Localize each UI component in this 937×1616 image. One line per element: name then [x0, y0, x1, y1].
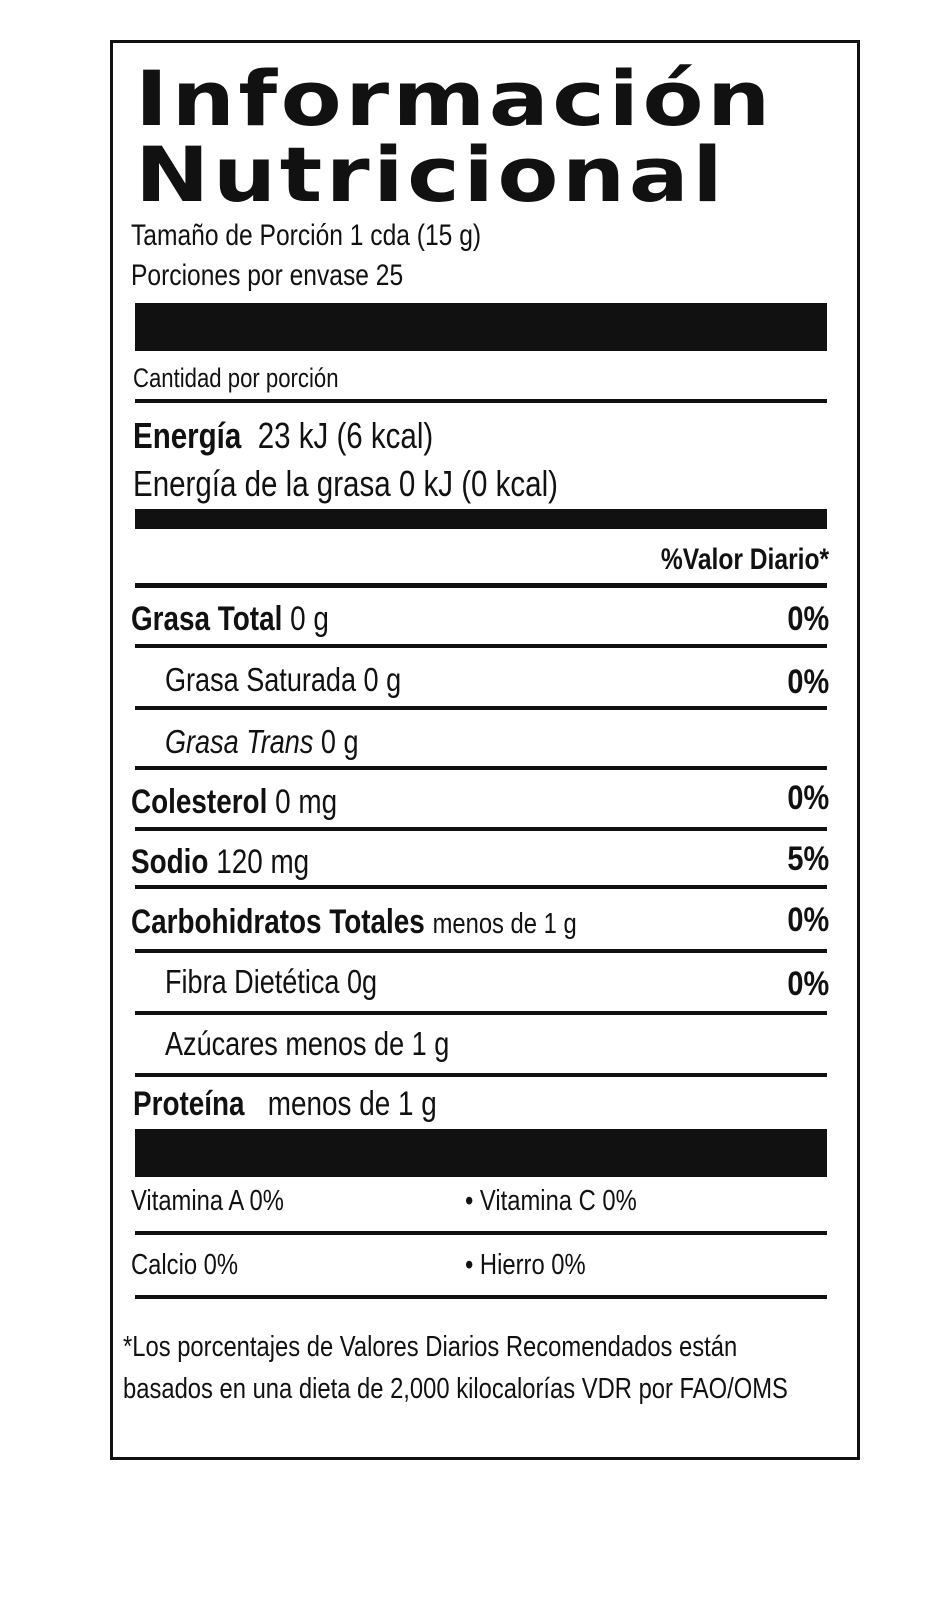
protein-amount: menos de 1 g — [267, 1085, 437, 1123]
servings-per-container: Porciones por envase 25 — [131, 259, 404, 292]
carbs-row — [131, 903, 577, 942]
sodium-dv: 5% — [787, 840, 829, 878]
divider — [135, 399, 827, 403]
divider — [135, 827, 827, 831]
divider — [135, 644, 827, 648]
fat-energy: Energía de la grasa 0 kJ (0 kcal) — [133, 463, 558, 504]
protein-label: Proteína — [133, 1085, 245, 1123]
divider — [135, 766, 827, 770]
thick-divider-bottom — [135, 1129, 827, 1177]
divider — [135, 1011, 827, 1015]
trans-fat-row — [165, 723, 359, 761]
label-title — [135, 54, 774, 219]
total-fat-dv: 0% — [787, 600, 829, 638]
sodium-amount: 120 mg — [216, 843, 310, 881]
fiber-label: Fibra Dietética 0g — [165, 963, 378, 1000]
carbs-amount: menos de 1 g — [432, 908, 577, 940]
vitamin-a: Vitamina A 0% — [131, 1185, 284, 1217]
cholesterol-amount: 0 mg — [275, 783, 338, 821]
divider — [135, 1295, 827, 1299]
total-fat-amount: 0 g — [290, 600, 329, 638]
energy-label: Energía — [133, 415, 242, 456]
vitamin-c: • Vitamina C 0% — [465, 1185, 637, 1217]
sodium-row — [131, 843, 309, 882]
divider — [135, 706, 827, 710]
cholesterol-label: Colesterol — [131, 783, 268, 821]
energy-row — [133, 415, 433, 457]
carbs-label: Carbohidratos Totales — [131, 903, 425, 941]
footnote-line-1: *Los porcentajes de Valores Diarios Recomendados están — [123, 1331, 738, 1363]
trans-fat-amount: 0 g — [320, 723, 359, 760]
thick-divider-top — [135, 303, 827, 351]
total-fat-row — [131, 600, 329, 639]
divider — [135, 1073, 827, 1077]
protein-row — [133, 1085, 437, 1124]
saturated-fat-label: Grasa Saturada 0 g — [165, 661, 402, 698]
nutrition-facts-label — [110, 40, 860, 1460]
divider — [135, 949, 827, 953]
serving-size: Tamaño de Porción 1 cda (15 g) — [131, 219, 482, 252]
medium-divider — [135, 509, 827, 529]
calcium: Calcio 0% — [131, 1249, 239, 1281]
trans-fat-label: Grasa Trans — [165, 723, 314, 760]
fiber-dv: 0% — [787, 965, 829, 1003]
energy-value: 23 kJ (6 kcal) — [257, 415, 434, 456]
divider — [135, 583, 827, 588]
footnote-line-2: basados en una dieta de 2,000 kilocalorías VDR por FAO/OMS — [123, 1373, 788, 1405]
sodium-label: Sodio — [131, 843, 209, 881]
carbs-dv: 0% — [787, 901, 829, 939]
saturated-fat-dv: 0% — [787, 663, 829, 701]
total-fat-label: Grasa Total — [131, 600, 283, 638]
cholesterol-dv: 0% — [787, 779, 829, 817]
title-line-1: Información — [135, 54, 774, 143]
daily-value-header: %Valor Diario* — [660, 543, 829, 576]
divider — [135, 885, 827, 889]
iron: • Hierro 0% — [465, 1249, 586, 1281]
title-line-2: Nutricional — [135, 130, 727, 219]
divider — [135, 1231, 827, 1235]
sugars-label: Azúcares menos de 1 g — [165, 1025, 450, 1062]
amount-per-serving: Cantidad por porción — [133, 363, 339, 393]
cholesterol-row — [131, 783, 337, 822]
